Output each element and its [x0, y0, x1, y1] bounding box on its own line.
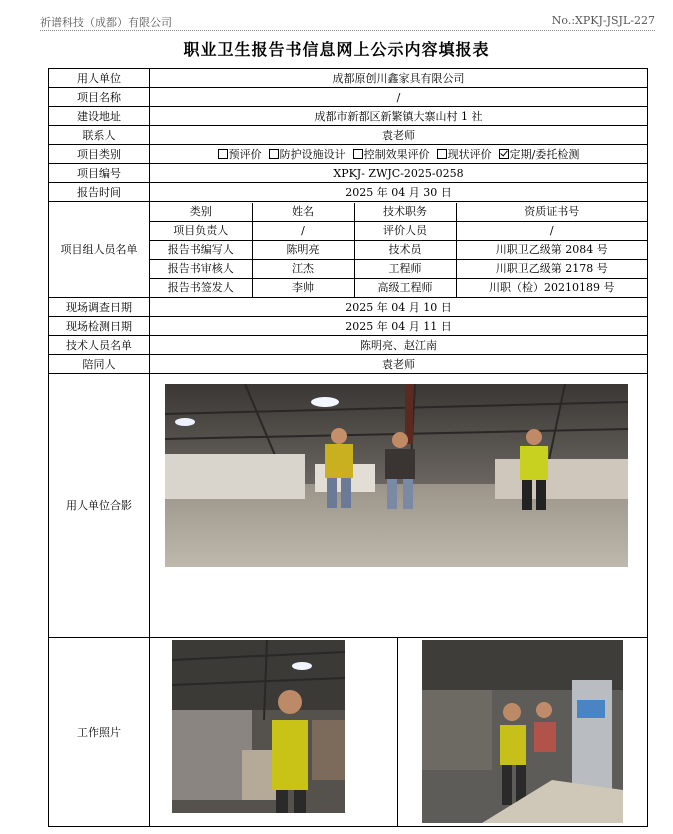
work-photo-2 [422, 640, 623, 823]
checked-checkbox-icon [499, 149, 509, 159]
page-header [40, 12, 655, 31]
project-type-label: 项目类别 [49, 145, 150, 164]
project-name-label: 项目名称 [49, 88, 150, 107]
checkbox-icon [437, 149, 447, 159]
col-category: 类别 [150, 203, 252, 222]
header-company: 祈谱科技（成都）有限公司 [40, 16, 172, 29]
option-status-evaluation[interactable]: 现状评价 [437, 148, 492, 161]
work-photo-1 [172, 640, 345, 813]
work-photo-1-image [172, 640, 345, 813]
col-name: 姓名 [252, 203, 354, 222]
table-row: 报告书审核人 江杰 工程师 川职卫乙级第 2178 号 [150, 259, 647, 278]
option-pre-evaluation[interactable]: 预评价 [218, 148, 262, 161]
project-code-value: XPKJ- ZWJC-2025-0258 [150, 164, 648, 183]
option-control-effect[interactable]: 控制效果评价 [353, 148, 430, 161]
survey-date-value: 2025 年 04 月 10 日 [150, 298, 648, 317]
work-photo-2-image [422, 640, 623, 823]
option-periodic-testing[interactable]: 定期/委托检测 [499, 148, 580, 161]
checkbox-icon [218, 149, 228, 159]
project-type-options [150, 145, 648, 164]
project-name-value: / [150, 88, 648, 107]
form-table [48, 68, 648, 827]
form-title: 职业卫生报告书信息网上公示内容填报表 [183, 40, 490, 59]
warehouse-group-photo-image [165, 384, 628, 567]
report-time-value: 2025 年 04 月 30 日 [150, 183, 648, 202]
escort-label: 陪同人 [49, 355, 150, 374]
team-table [150, 203, 647, 297]
table-row: 报告书签发人 李帅 高级工程师 川职（检）20210189 号 [150, 278, 647, 297]
employer-label: 用人单位 [49, 69, 150, 88]
address-label: 建设地址 [49, 107, 150, 126]
table-row: 报告书编写人 陈明亮 技术员 川职卫乙级第 2084 号 [150, 240, 647, 259]
tech-staff-label: 技术人员名单 [49, 336, 150, 355]
test-date-label: 现场检测日期 [49, 317, 150, 336]
checkbox-icon [353, 149, 363, 159]
photo-divider [397, 638, 398, 826]
project-code-label: 项目编号 [49, 164, 150, 183]
col-cert: 资质证书号 [456, 203, 647, 222]
work-photo-label: 工作照片 [49, 638, 150, 827]
report-time-label: 报告时间 [49, 183, 150, 202]
col-title: 技术职务 [354, 203, 456, 222]
group-photo [165, 384, 628, 567]
team-label: 项目组人员名单 [49, 202, 150, 298]
contact-label: 联系人 [49, 126, 150, 145]
address-value: 成都市新都区新繁镇大寨山村 1 社 [150, 107, 648, 126]
escort-value: 袁老师 [150, 355, 648, 374]
group-photo-label: 用人单位合影 [49, 374, 150, 638]
checkbox-icon [269, 149, 279, 159]
employer-value: 成都原创川鑫家具有限公司 [150, 69, 648, 88]
team-header-row [150, 203, 647, 222]
header-doc-number: No.:XPKJ-JSJL-227 [551, 14, 655, 27]
survey-date-label: 现场调查日期 [49, 298, 150, 317]
tech-staff-value: 陈明亮、赵江南 [150, 336, 648, 355]
test-date-value: 2025 年 04 月 11 日 [150, 317, 648, 336]
table-row: 项目负责人 / 评价人员 / [150, 221, 647, 240]
option-protection-design[interactable]: 防护设施设计 [269, 148, 346, 161]
contact-value: 袁老师 [150, 126, 648, 145]
